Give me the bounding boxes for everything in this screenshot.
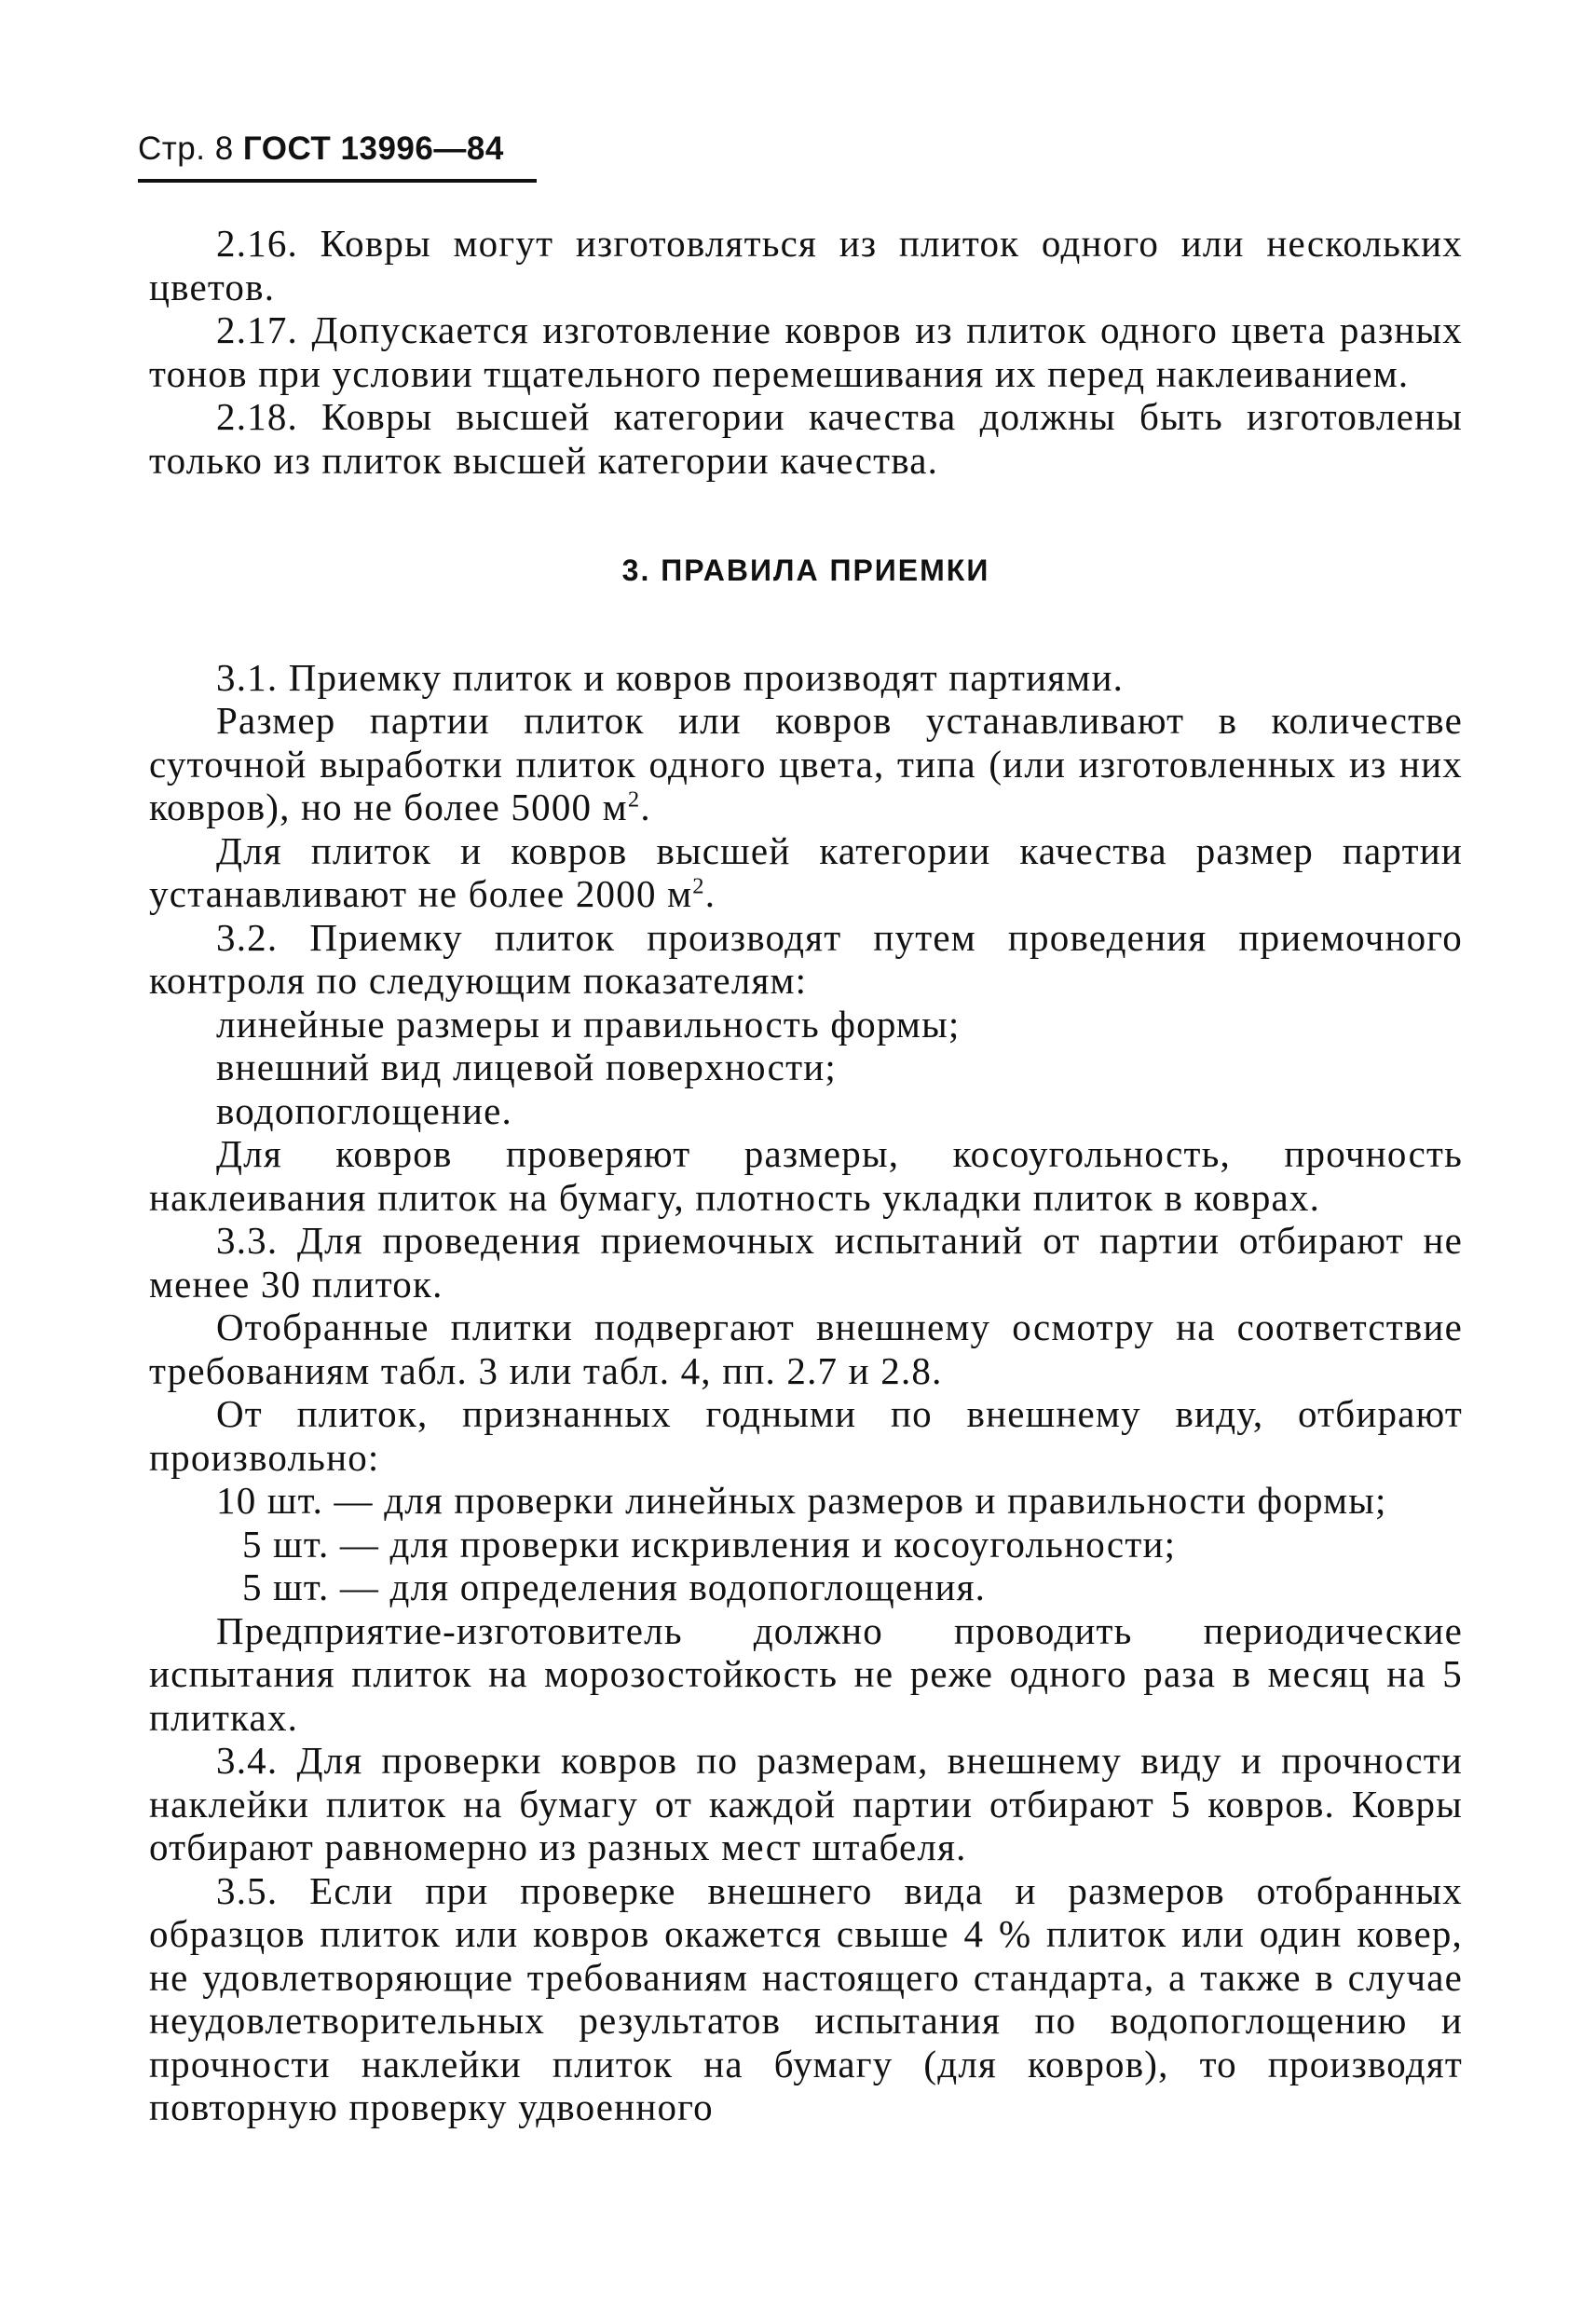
premium-batch-paragraph <box>149 829 1463 916</box>
carpet-check-paragraph: Для ковров проверяют размеры, косоугольность, прочность наклеивания плиток на бумагу, плотность укладки плиток в коврах. <box>149 1132 1463 1219</box>
sample-item: 5 шт. — для определения водопоглощения. <box>242 1566 987 1608</box>
document-body <box>149 222 1463 2129</box>
clause-3-2: 3.2. Приемку плиток производят путем проведения приемочного контроля по следующим показателям: <box>149 915 1463 1002</box>
batch-size-paragraph <box>149 699 1463 829</box>
frost-test-paragraph: Предприятие-изготовитель должно проводить периодические испытания плиток на морозостойкость не реже одного раза в месяц на 5 плитках. <box>149 1608 1463 1739</box>
clause-2-18: 2.18. Ковры высшей категории качества должны быть изготовлены только из плиток высшей категории качества. <box>149 395 1463 482</box>
clause-3-1: 3.1. Приемку плиток и ковров производят партиями. <box>216 655 1125 699</box>
batch-size-end: . <box>640 786 651 828</box>
section-title: 3. ПРАВИЛА ПРИЕМКИ <box>621 554 990 587</box>
header-rule <box>138 179 537 183</box>
sample-item: 5 шт. — для проверки искривления и косоугольности; <box>242 1522 1177 1566</box>
square-exponent: 2 <box>627 786 641 813</box>
clause-2-17: 2.17. Допускается изготовление ковров из плиток одного цвета разных тонов при условии тщательного перемешивания их перед наклеиванием. <box>149 308 1463 395</box>
page-number: Стр. 8 <box>138 130 234 167</box>
premium-batch-end: . <box>704 872 716 915</box>
inspection-paragraph: Отобранные плитки подвергают внешнему осмотру на соответствие требованиям табл. 3 или табл. 4, пп. 2.7 и 2.8. <box>149 1306 1463 1392</box>
control-item: водопоглощение. <box>216 1088 512 1132</box>
premium-batch-text: Для плиток и ковров высшей категории качества размер партии устанавливают не более 2000 м <box>149 828 1463 915</box>
clause-3-4: 3.4. Для проверки ковров по размерам, внешнему виду и прочности наклейки плиток на бумагу от каждой партии отбирают 5 ковров. Ковры отбирают равномерно из разных мест штабеля. <box>149 1739 1463 1868</box>
control-item: внешний вид лицевой поверхности; <box>216 1046 837 1088</box>
clause-3-5: 3.5. Если при проверке внешнего вида и размеров отобранных образцов плиток или ковров окажется свыше 4 % плиток или один ковер, не удовлетворяющие требованиям настоящего стандарта, а также в случае неудовлетворительных результатов испытания по водопоглощению и прочности наклейки плиток на бумагу (для ковров), то производят повторную проверку удвоенного <box>149 1868 1463 2128</box>
page-header <box>138 130 504 168</box>
selection-paragraph: От плиток, признанных годными по внешнему виду, отбирают произвольно: <box>149 1392 1463 1479</box>
clause-2-16: 2.16. Ковры могут изготовляться из плиток одного или нескольких цветов. <box>149 222 1463 308</box>
control-item: линейные размеры и правильность формы; <box>216 1002 961 1046</box>
sample-item: 10 шт. — для проверки линейных размеров и правильности формы; <box>216 1479 1387 1522</box>
standard-code: ГОСТ 13996—84 <box>242 130 504 167</box>
square-exponent: 2 <box>692 873 705 899</box>
batch-size-text: Размер партии плиток или ковров устанавливают в количестве суточной выработки плиток одного цвета, типа (или изготовленных из них ковров), но не более 5000 м <box>149 699 1463 828</box>
clause-3-3: 3.3. Для проведения приемочных испытаний от партии отбирают не менее 30 плиток. <box>149 1219 1463 1306</box>
